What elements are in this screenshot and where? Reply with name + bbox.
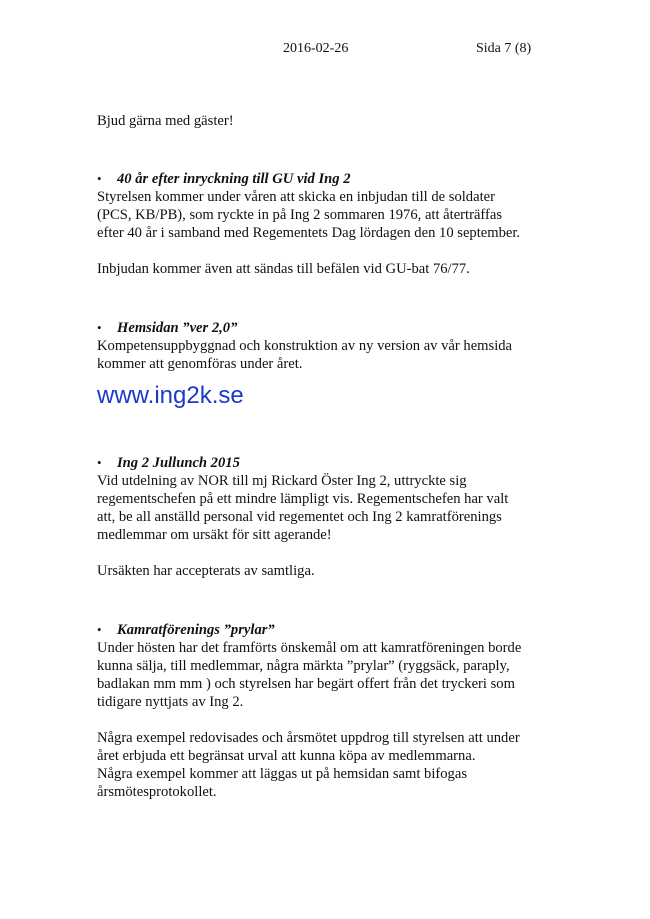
section-heading <box>97 319 527 337</box>
section-paragraph: Kompetensuppbyggnad och konstruktion av ny version av vår hemsida kommer att genomföras under året. <box>97 338 513 372</box>
section-paragraph: Under hösten har det framförts önskemål om att kamratföreningen borde kunna sälja, till medlemmar, några märkta ”prylar” (ryggsäck, paraply, badlakan mm mm ) och styrelsen har begärt offert från det tryckeri som tidigare nyttjats av Ing 2. <box>97 640 522 710</box>
bullet-icon: • <box>97 622 102 637</box>
section-paragraph: Några exempel kommer att läggas ut på hemsidan samt bifogas årsmötesprotokollet. <box>97 766 468 800</box>
section-heading <box>97 621 527 639</box>
section-merchandise <box>97 621 527 801</box>
website-link[interactable]: www.ing2k.se <box>97 382 244 409</box>
section-title: 40 år efter inryckning till GU vid Ing 2 <box>117 171 351 187</box>
bullet-icon: • <box>97 320 102 335</box>
section-paragraph: Styrelsen kommer under våren att skicka en inbjudan till de soldater (PCS, KB/PB), som ryckte in på Ing 2 sommaren 1976, att återträffas efter 40 år i samband med Regementets Dag lördagen den 10 september. <box>97 189 521 241</box>
section-christmas-lunch <box>97 454 527 580</box>
section-homepage <box>97 319 527 410</box>
section-title: Kamratförenings ”prylar” <box>117 622 275 638</box>
intro-text: Bjud gärna med gäster! <box>97 113 234 129</box>
section-gu-reunion <box>97 170 527 278</box>
section-title: Hemsidan ”ver 2,0” <box>117 320 238 336</box>
section-title: Ing 2 Jullunch 2015 <box>117 455 240 471</box>
section-paragraph: Några exempel redovisades och årsmötet uppdrog till styrelsen att under året erbjuda ett begränsat urval att kunna köpa av medlemmarna. <box>97 730 520 764</box>
section-heading <box>97 454 527 472</box>
page-number: Sida 7 (8) <box>476 41 532 56</box>
section-paragraph: Vid utdelning av NOR till mj Rickard Öster Ing 2, uttryckte sig regementschefen på ett mindre lämpligt vis. Regementschefen har valt att, be all anställd personal vid regementet och Ing 2 kamratförenings medlemmar om ursäkt för sitt agerande! <box>97 473 509 543</box>
bullet-icon: • <box>97 171 102 186</box>
section-heading <box>97 170 527 188</box>
section-paragraph: Inbjudan kommer även att sändas till befälen vid GU-bat 76/77. <box>97 261 470 277</box>
document-body <box>97 112 527 801</box>
section-paragraph: Ursäkten har accepterats av samtliga. <box>97 563 315 579</box>
bullet-icon: • <box>97 455 102 470</box>
header-date: 2016-02-26 <box>283 41 349 56</box>
